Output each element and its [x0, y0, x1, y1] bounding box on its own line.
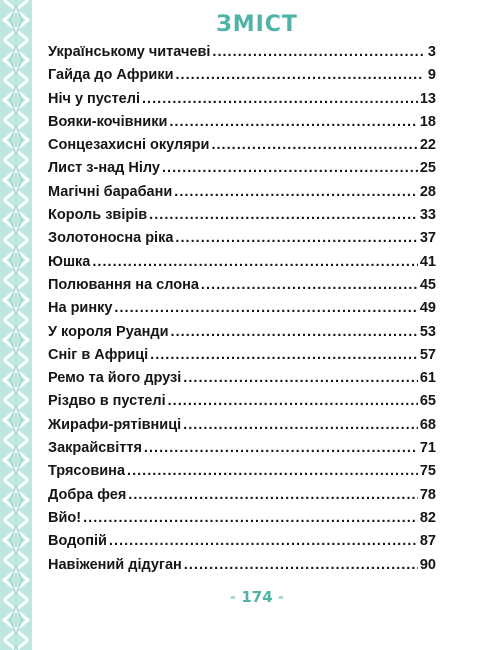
toc-entry-page: 13 — [419, 90, 436, 107]
toc-dot-leader — [142, 91, 418, 107]
toc-entry-page: 9 — [427, 67, 436, 84]
toc-entry-page: 49 — [419, 300, 436, 317]
toc-entry-page: 41 — [419, 253, 436, 270]
toc-entry — [48, 137, 436, 160]
toc-entry — [48, 254, 436, 277]
toc-entry — [48, 114, 436, 137]
toc-entry — [48, 557, 436, 580]
page-number-dash-right: - — [272, 588, 285, 606]
toc-entry-title: Полювання на слона — [48, 276, 199, 293]
toc-entry-title: Українському читачеві — [48, 44, 211, 60]
toc-entry-title: Жирафи-рятівниці — [48, 416, 182, 433]
toc-dot-leader — [149, 207, 418, 223]
toc-dot-leader — [109, 533, 418, 549]
toc-dot-leader — [183, 417, 418, 433]
toc-entry-page: 90 — [419, 556, 436, 573]
toc-entry-page: 65 — [419, 393, 436, 410]
toc-entry — [48, 184, 436, 207]
toc-entry-page: 33 — [419, 207, 436, 224]
toc-entry-title: Король звірів — [48, 207, 148, 224]
toc-entry-page: 61 — [419, 370, 436, 387]
toc-entry — [48, 277, 436, 300]
toc-entry-title: Сніг в Африці — [48, 346, 149, 363]
toc-dot-leader — [212, 44, 424, 60]
toc-dot-leader — [211, 137, 417, 153]
toc-entry-title: Вояки-кочівники — [48, 113, 168, 130]
toc-entry — [48, 370, 436, 393]
toc-entry-title: У короля Руанди — [48, 323, 169, 340]
toc-dot-leader — [174, 184, 418, 200]
toc-entry — [48, 230, 436, 253]
toc-entry-title: Добра фея — [48, 486, 127, 503]
toc-entry-title: Водопій — [48, 533, 107, 550]
toc-entry — [48, 487, 436, 510]
toc-entry-title: На ринку — [48, 300, 113, 317]
toc-entry — [48, 160, 436, 183]
toc-dot-leader — [171, 324, 418, 340]
toc-entry-page: 57 — [419, 346, 436, 363]
toc-dot-leader — [176, 67, 425, 83]
toc-entry-page: 45 — [419, 276, 436, 293]
toc-entry-title: Магічні барабани — [48, 183, 173, 200]
toc-dot-leader — [150, 347, 418, 363]
toc-entry — [48, 207, 436, 230]
toc-dot-leader — [168, 393, 418, 409]
toc-entry-title: Гайда до Африки — [48, 67, 174, 84]
toc-entry — [48, 44, 436, 67]
toc-dot-leader — [183, 370, 418, 386]
toc-entry-page: 78 — [419, 486, 436, 503]
toc-entry-page: 82 — [419, 509, 436, 526]
toc-dot-leader — [201, 277, 418, 293]
toc-dot-leader — [175, 230, 417, 246]
toc-entry-page: 71 — [419, 440, 436, 457]
toc-dot-leader — [128, 487, 418, 503]
toc-dot-leader — [162, 160, 418, 176]
toc-entry — [48, 463, 436, 486]
toc-entry — [48, 440, 436, 463]
toc-dot-leader — [114, 300, 417, 316]
toc-entry-title: Різдво в пустелі — [48, 393, 166, 410]
toc-entry-title: Ремо та його друзі — [48, 370, 182, 387]
toc-entry-title: Трясовина — [48, 463, 126, 480]
toc-dot-leader — [169, 114, 417, 130]
toc-entry — [48, 417, 436, 440]
toc-entry-page: 87 — [419, 533, 436, 550]
toc-entry — [48, 347, 436, 370]
toc-entry-page: 18 — [419, 113, 436, 130]
page-title: ЗМІСТ — [216, 12, 298, 37]
decorative-ornament-band — [0, 0, 32, 650]
table-of-contents — [48, 44, 436, 580]
toc-entry-page: 3 — [427, 44, 436, 60]
toc-entry-page: 37 — [419, 230, 436, 247]
toc-entry-page: 75 — [419, 463, 436, 480]
toc-entry — [48, 91, 436, 114]
toc-entry — [48, 324, 436, 347]
toc-entry-page: 68 — [419, 416, 436, 433]
toc-entry-title: Ніч у пустелі — [48, 90, 140, 107]
toc-entry-page: 53 — [419, 323, 436, 340]
toc-entry-title: Юшка — [48, 253, 91, 270]
toc-entry — [48, 67, 436, 90]
toc-entry-page: 25 — [419, 160, 436, 177]
toc-entry — [48, 533, 436, 556]
toc-entry-title: Сонцезахисні окуляри — [48, 137, 210, 154]
page-number — [32, 588, 482, 606]
toc-entry — [48, 510, 436, 533]
toc-entry-page: 28 — [419, 183, 436, 200]
toc-entry-title: Лист з-над Нілу — [48, 160, 160, 177]
toc-entry — [48, 393, 436, 416]
toc-dot-leader — [83, 510, 418, 526]
toc-entry-title: Вйо! — [48, 509, 82, 526]
page-number-dash-left: - — [229, 588, 242, 606]
toc-entry-title: Золотоносна ріка — [48, 230, 174, 247]
page-number-value: 174 — [241, 588, 273, 606]
toc-entry-title: Навіжений дідуган — [48, 556, 182, 573]
toc-dot-leader — [184, 557, 418, 573]
toc-entry-title: Закрайсвіття — [48, 440, 142, 457]
toc-dot-leader — [127, 463, 418, 479]
toc-dot-leader — [92, 254, 417, 270]
toc-entry-page: 22 — [419, 137, 436, 154]
ornament-pattern — [0, 0, 32, 650]
toc-entry — [48, 300, 436, 323]
toc-dot-leader — [144, 440, 418, 456]
